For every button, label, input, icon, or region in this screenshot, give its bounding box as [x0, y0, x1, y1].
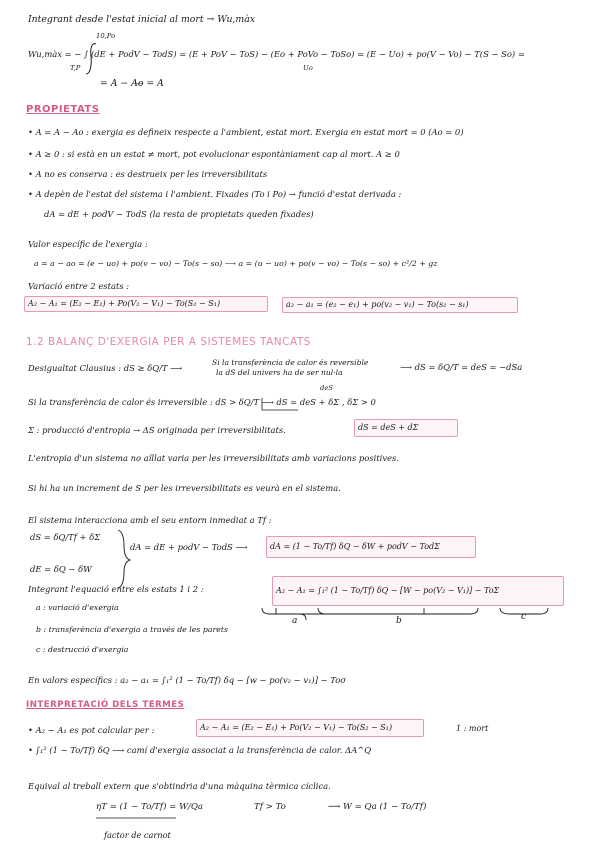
clausius-desigualtat: Desigualtat Clausius : dS ≥ δQ/T ⟶: [28, 363, 183, 373]
eq-da: dA = dE + podV − TodS ⟶: [130, 542, 248, 552]
brace-label-b: b: [396, 616, 402, 626]
heading-balanc: 1.2 BALANÇ D'EXERGIA PER A SISTEMES TANCATS: [26, 336, 311, 348]
treball-extern: Equival al treball extern que s'obtindria d'una màquina tèrmica cíclica.: [28, 781, 331, 791]
line-a-equals: = A − A̶o̶ = A: [100, 78, 164, 89]
tf-major-to: Tf > To: [254, 802, 286, 812]
uo-label: Uo: [303, 64, 313, 72]
box-a2-a1: A₂ − A₁ = (E₂ − E₁) + Po(V₂ − V₁) − To(S₂ − S₁): [196, 719, 424, 737]
box-variacio-especifica: a₂ − a₁ = (e₂ − e₁) + po(v₂ − v₁) − To(s₂ − s₁): [282, 297, 518, 313]
left-brace: [118, 530, 130, 588]
valors-especifics: En valors específics : a₂ − a₁ = ∫₁² (1 − To/Tf) δq − [w − po(v₂ − v₁)] − Toσ: [28, 675, 346, 685]
interp-a2-a1: • A₂ − A₁ es pot calcular per :: [28, 725, 155, 735]
line-wu-max: Wu,màx = − ∫ (dE + PodV − TodS) = (E + PoV − ToS) − (Eo + PoVo − ToSo) = (E − Uo) + po(V − Vo) − T(S − So) =: [28, 49, 525, 59]
box-ds: dS = deS + dΣ: [354, 419, 458, 437]
def-c: c : destrucció d'exergia: [36, 645, 129, 654]
def-b: b : transferència d'exergia a través de les parets: [36, 625, 228, 634]
integral-upper-limit: 10,Po: [96, 32, 116, 40]
produccio-entropia: Σ : producció d'entropia → ΔS originada per irreversibilitats.: [28, 425, 286, 435]
valor-especific-formula: a = a − ao = (e − uo) + po(v − vo) − To(s − so) ⟶ a = (u − uo) + po(v − vo) − To(s − so) + c²/2 + gz: [34, 259, 438, 268]
def-a: a : variació d'exergia: [36, 603, 119, 612]
prop-no-conserva: • A no es conserva : es destrueix per les irreversibilitats: [28, 169, 268, 179]
factor-carnot: factor de carnot: [104, 830, 171, 840]
increment-s: Si hi ha un increment de S per les irreversibilitats es veurà en el sistema.: [28, 483, 341, 493]
mort-label: 1 : mort: [456, 724, 489, 733]
heading-interpretacio: INTERPRETACIÓ DELS TERMES: [26, 700, 185, 710]
variacio-estats: Variació entre 2 estats :: [28, 281, 130, 291]
prop-da-formula: dA = dE + podV − TodS (la resta de propietats queden fixades): [44, 209, 314, 219]
rendiment-carnot: ηT = (1 − To/Tf) = W/Qa: [96, 802, 203, 812]
eq-de: dE = δQ − δW: [30, 564, 92, 574]
valor-especific-title: Valor específic de l'exergia :: [28, 239, 148, 249]
heading-propietats: PROPIETATS: [26, 104, 100, 115]
eq-ds: dS = δQ/Tf + δΣ: [30, 532, 101, 542]
prop-exergia-definicio: • A = A − Ao : exergia es defineix respecte a l'ambient, estat mort. Exergia en estat mort = 0 (Ao = 0): [28, 127, 464, 137]
box-da-final: dA = (1 − To/Tf) δQ − δW + podV − TodΣ: [266, 536, 476, 558]
treball-formula: ⟶ W = Qa (1 − To/Tf): [328, 802, 427, 812]
sistema-entorn: El sistema interacciona amb el seu entorn inmediat a Tf :: [28, 515, 272, 525]
clausius-resultat: ⟶ dS = δQ/T = deS = −dSa: [400, 362, 523, 372]
irreversible-transferencia: Si la transferència de calor és irreversible : dS > δQ/T ⟶ dS = deS + δΣ , δΣ > 0: [28, 397, 376, 407]
brace-label-a: a: [292, 616, 298, 626]
integral-lower-limit: T,P: [70, 64, 81, 72]
brace-label-c: c: [521, 612, 527, 622]
prop-a-positiva: • A ≥ 0 : si està en un estat ≠ mort, pot evolucionar espontàniament cap al mort. A ≥ 0: [28, 149, 400, 159]
clausius-reversible: Si la transferència de calor és reversible: [212, 358, 369, 367]
line-integrant: Integrant desde l'estat inicial al mort → Wu,màx: [28, 14, 255, 25]
prop-depen-estat: • A depèn de l'estat del sistema i l'ambient. Fixades (To i Po) → funció d'estat derivada :: [28, 189, 402, 199]
box-variacio-total: A₂ − A₁ = (E₂ − E₁) + Po(V₂ − V₁) − To(S₂ − S₁): [24, 296, 268, 312]
des-label: deS: [320, 384, 334, 392]
box-balanc-exergia: A₂ − A₁ = ∫₁² (1 − To/Tf) δQ − [W − po(V₂ − V₁)] − ToΣ: [272, 576, 564, 606]
integrant-estats: Integrant l'equació entre els estats 1 i 2 :: [28, 584, 204, 594]
interp-integral: • ∫₁² (1 − To/Tf) δQ ⟶ camí d'exergia associat a la transferència de calor. ΔA^Q: [28, 745, 372, 755]
clausius-nul-la: la dS del univers ha de ser nul·la: [216, 368, 343, 377]
entropia-no-aillat: L'entropia d'un sistema no aïllat varia per les irreversibilitats amb variacions positives.: [28, 453, 399, 463]
